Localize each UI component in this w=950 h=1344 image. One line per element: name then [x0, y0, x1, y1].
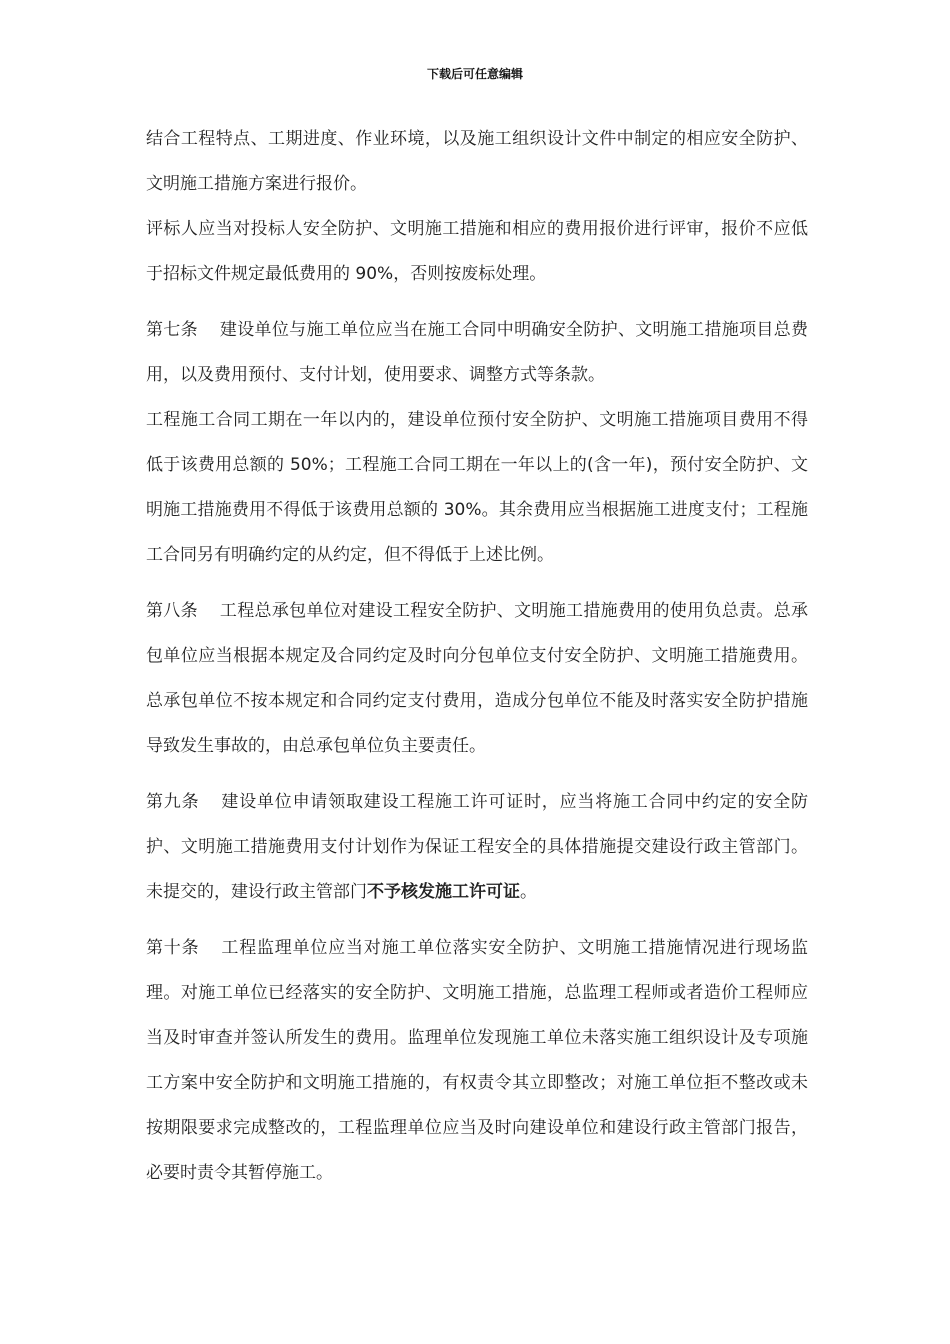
- page-header: 下载后可任意编辑: [426, 67, 523, 81]
- paragraph-text: 建设单位申请领取建设工程施工许可证时，应当将施工合同中约定的安全防护、文明施工措施费用支付计划作为保证工程安全的具体措施提交建设行政主管部门。未提交的，建设行政主管部门: [146, 792, 809, 902]
- article-number: 第八条: [146, 601, 198, 621]
- article-9: [146, 780, 808, 915]
- paragraph-continued: [146, 117, 808, 207]
- paragraph-text: 建设单位与施工单位应当在施工合同中明确安全防护、文明施工措施项目总费用，以及费用预付、支付计划，使用要求、调整方式等条款。: [146, 320, 809, 385]
- paragraph-prepayment: [146, 398, 808, 578]
- paragraph-bid-review: [146, 207, 808, 297]
- article-8: [146, 589, 808, 769]
- paragraph-text: 工程施工合同工期在一年以内的，建设单位预付安全防护、文明施工措施项目费用不得低于该费用总额的 50%；工程施工合同工期在一年以上的(含一年)，预付安全防护、文明施工措施费用不得低于该费用总额的 30%。其余费用应当根据施工进度支付；工程施工合同另有明确约定的从约定，但不得低于上述比例。: [146, 410, 808, 565]
- article-10: [146, 926, 808, 1196]
- paragraph-text: 结合工程特点、工期进度、作业环境，以及施工组织设计文件中制定的相应安全防护、文明施工措施方案进行报价。: [146, 129, 808, 194]
- paragraph-text: 评标人应当对投标人安全防护、文明施工措施和相应的费用报价进行评审，报价不应低于招标文件规定最低费用的 90%，否则按废标处理。: [146, 219, 808, 284]
- document-body: [146, 117, 808, 1196]
- paragraph-text: 工程监理单位应当对施工单位落实安全防护、文明施工措施情况进行现场监理。对施工单位已经落实的安全防护、文明施工措施，总监理工程师或者造价工程师应当及时审查并签认所发生的费用。监理单位发现施工单位未落实施工组织设计及专项施工方案中安全防护和文明施工措施的，有权责令其立即整改；对施工单位拒不整改或未按期限要求完成整改的，工程监理单位应当及时向建设单位和建设行政主管部门报告，必要时责令其暂停施工。: [146, 938, 809, 1183]
- paragraph-text: 工程总承包单位对建设工程安全防护、文明施工措施费用的使用负总责。总承包单位应当根据本规定及合同约定及时向分包单位支付安全防护、文明施工措施费用。总承包单位不按本规定和合同约定支付费用，造成分包单位不能及时落实安全防护措施导致发生事故的，由总承包单位负主要责任。: [146, 601, 809, 756]
- article-7: [146, 308, 808, 398]
- bold-emphasis: 不予核发施工许可证: [367, 882, 520, 902]
- article-number: 第七条: [146, 320, 198, 340]
- article-number: 第九条: [146, 792, 200, 812]
- paragraph-tail: 。: [520, 882, 537, 902]
- article-number: 第十条: [146, 938, 200, 958]
